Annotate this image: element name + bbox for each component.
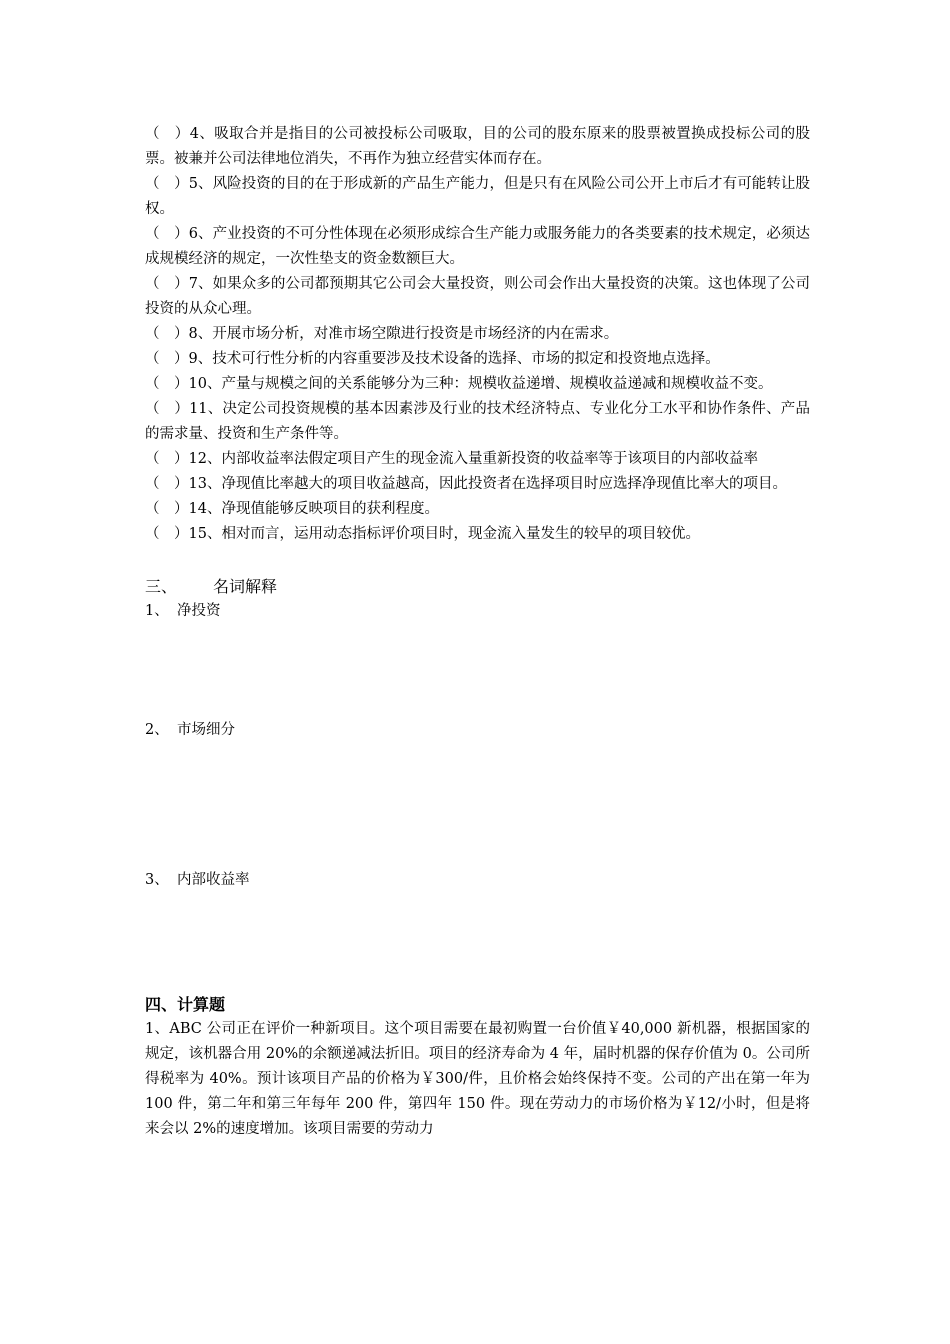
- term-number: 3、: [145, 872, 169, 888]
- question-item-15: （ ）15、相对而言，运用动态指标评价项目时，现金流入量发生的较早的项目较优。: [145, 526, 700, 542]
- term-item: [145, 599, 810, 623]
- term-item: [145, 718, 810, 742]
- document-content: [145, 122, 810, 1142]
- term-number: 1、: [145, 603, 169, 619]
- question-item-8: （ ）8、开展市场分析，对准市场空隙进行投资是市场经济的内在需求。: [145, 326, 619, 342]
- question-item-4: （ ）4、吸取合并是指目的公司被投标公司吸取，目的公司的股东原来的股票被置换成投标公司的股票。被兼并公司法律地位消失，不再作为独立经营实体而存在。: [145, 126, 810, 167]
- section-number: 三、: [145, 577, 178, 596]
- term-label: 内部收益率: [177, 872, 250, 888]
- section-title: 名词解释: [213, 577, 278, 596]
- term-label: 市场细分: [177, 722, 235, 738]
- question-item-5: （ ）5、风险投资的目的在于形成新的产品生产能力，但是只有在风险公司公开上市后才有可能转让股权。: [145, 176, 810, 217]
- section-heading-terms: [145, 575, 810, 599]
- question-item-7: （ ）7、如果众多的公司都预期其它公司会大量投资，则公司会作出大量投资的决策。这也体现了公司投资的从众心理。: [145, 276, 810, 317]
- true-false-question-list: [145, 122, 810, 547]
- question-item-6: （ ）6、产业投资的不可分性体现在必须形成综合生产能力或服务能力的各类要素的技术规定，必须达成规模经济的规定，一次性垫支的资金数额巨大。: [145, 226, 810, 267]
- calculation-question-1: 1、ABC 公司正在评价一种新项目。这个项目需要在最初购置一台价值￥40,000 新机器，根据国家的规定，该机器合用 20%的余额递减法折旧。项目的经济寿命为 4 年，届时机器的保存价值为 0。公司所得税率为 40%。预计该项目产品的价格为￥300/件，且价格会始终保持不变。公司的产出在第一年为 100 件，第二年和第三年每年 200 件，第四年 150 件。现在劳动力的市场价格为￥12/小时，但是将来会以 2%的速度增加。该项目需要的劳动力: [145, 1021, 810, 1137]
- term-number: 2、: [145, 722, 169, 738]
- term-item: [145, 868, 810, 892]
- question-item-14: （ ）14、净现值能够反映项目的获利程度。: [145, 501, 439, 517]
- question-item-10: （ ）10、产量与规模之间的关系能够分为三种：规模收益递增、规模收益递减和规模收益不变。: [145, 376, 773, 392]
- question-item-13: （ ）13、净现值比率越大的项目收益越高，因此投资者在选择项目时应选择净现值比率大的项目。: [145, 476, 787, 492]
- section-heading-calculation: 四、计算题: [145, 995, 226, 1014]
- term-label: 净投资: [177, 603, 221, 619]
- question-item-9: （ ）9、技术可行性分析的内容重要涉及技术设备的选择、市场的拟定和投资地点选择。: [145, 351, 720, 367]
- question-item-12: （ ）12、内部收益率法假定项目产生的现金流入量重新投资的收益率等于该项目的内部收益率: [145, 451, 758, 467]
- question-item-11: （ ）11、决定公司投资规模的基本因素涉及行业的技术经济特点、专业化分工水平和协作条件、产品的需求量、投资和生产条件等。: [145, 401, 810, 442]
